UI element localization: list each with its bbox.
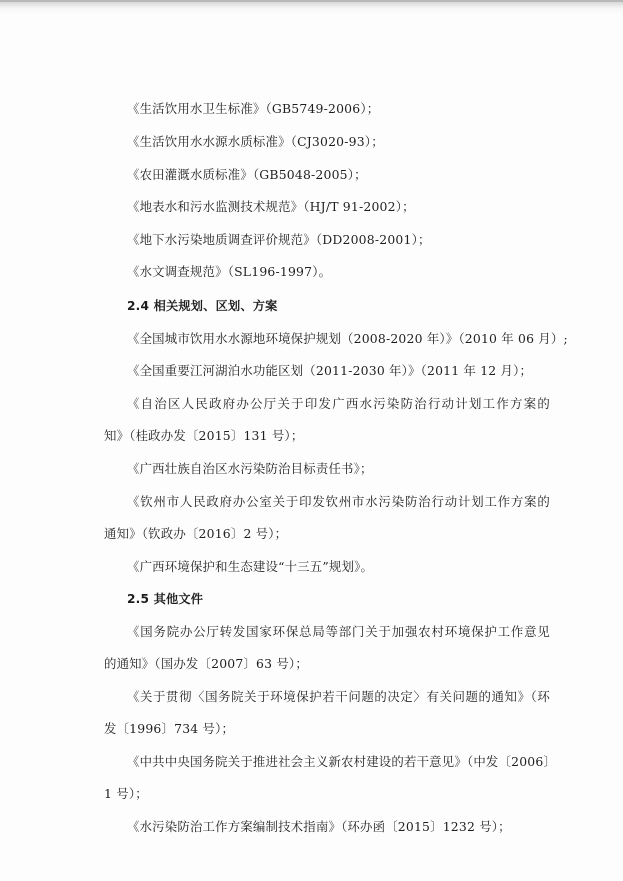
standard-item: 《生活饮用水水源水质标准》（CJ3020-93）； xyxy=(127,134,384,149)
standard-item: 《地下水污染地质调查评价规范》（DD2008-2001）； xyxy=(127,232,431,247)
list-item-continuation: 发〔1996〕734 号）； xyxy=(104,721,235,736)
scan-edge xyxy=(0,0,623,2)
list-item-continuation: 知》（桂政办发〔2015〕131 号）； xyxy=(104,428,304,443)
list-item: 《全国城市饮用水水源地环境保护规划（2008-2020 年）》（2010 年 06 月）; xyxy=(127,331,568,346)
list-item: 《全国重要江河湖泊水功能区划（2011-2030 年）》（2011 年 12 月）； xyxy=(127,363,533,378)
section-heading-2-5: 2.5 其他文件 xyxy=(127,592,204,606)
list-item: 《国务院办公厅转发国家环保总局等部门关于加强农村环境保护工作意见 xyxy=(127,624,550,639)
list-item: 《广西壮族自治区水污染防治目标责任书》； xyxy=(127,461,373,476)
section-heading-2-4: 2.4 相关规划、区划、方案 xyxy=(127,299,278,313)
list-item-continuation: 通知》（钦政办〔2016〕2 号）； xyxy=(104,526,288,541)
list-item: 《关于贯彻〈国务院关于环境保护若干问题的决定〉有关问题的通知》（环 xyxy=(127,689,550,704)
standard-item: 《生活饮用水卫生标准》（GB5749-2006）； xyxy=(127,101,380,116)
list-item: 《广西环境保护和生态建设“十三五”规划》。 xyxy=(127,559,374,574)
list-item: 《钦州市人民政府办公室关于印发钦州市水污染防治行动计划工作方案的 xyxy=(127,494,550,509)
standard-item: 《地表水和污水监测技术规范》（HJ/T 91-2002）； xyxy=(127,199,415,214)
scan-shadow xyxy=(0,0,623,14)
list-item-continuation: 的通知》（国办发〔2007〕63 号）； xyxy=(104,656,308,671)
standard-item: 《农田灌溉水质标准》（GB5048-2005）； xyxy=(127,167,367,182)
list-item-continuation: 1 号）； xyxy=(104,786,148,801)
list-item: 《自治区人民政府办公厅关于印发广西水污染防治行动计划工作方案的 xyxy=(127,396,550,411)
list-item: 《水污染防治工作方案编制技术指南》（环办函〔2015〕1232 号）； xyxy=(127,819,511,834)
standard-item: 《水文调查规范》（SL196-1997）。 xyxy=(127,264,332,279)
list-item: 《中共中央国务院关于推进社会主义新农村建设的若干意见》（中发〔2006〕 xyxy=(127,754,557,769)
